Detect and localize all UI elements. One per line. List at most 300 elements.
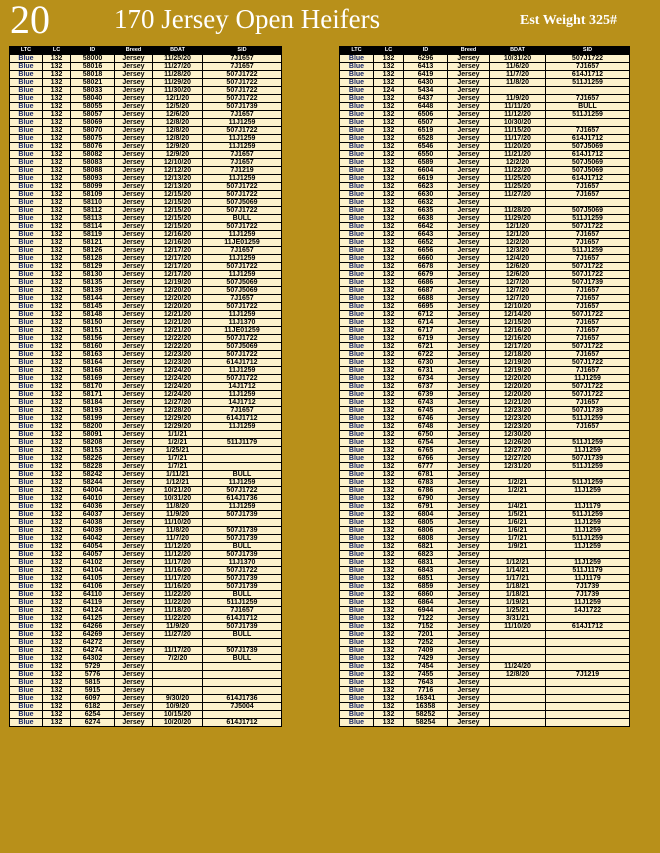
cell-bdat: 12/17/20 xyxy=(490,343,546,351)
cell-breed: Jersey xyxy=(115,295,153,303)
table-row xyxy=(340,191,630,199)
cell-ltc: Blue xyxy=(340,111,374,119)
cell-id: 7454 xyxy=(404,663,448,671)
cell-breed: Jersey xyxy=(115,695,153,703)
cell-id: 58148 xyxy=(71,311,115,319)
table-row xyxy=(340,215,630,223)
cell-lc: 124 xyxy=(374,87,404,95)
table-row xyxy=(340,303,630,311)
cell-breed: Jersey xyxy=(115,647,153,655)
cell-breed: Jersey xyxy=(115,135,153,143)
cell-sid: 507J1739 xyxy=(203,535,282,543)
cell-id: 58070 xyxy=(71,127,115,135)
cell-breed: Jersey xyxy=(115,343,153,351)
cell-id: 58208 xyxy=(71,439,115,447)
cell-breed: Jersey xyxy=(448,439,490,447)
cell-breed: Jersey xyxy=(115,663,153,671)
cell-ltc: Blue xyxy=(10,703,43,711)
cell-id: 58228 xyxy=(71,463,115,471)
cell-lc: 132 xyxy=(43,527,71,535)
cell-id: 58033 xyxy=(71,87,115,95)
table-row xyxy=(340,487,630,495)
cell-lc: 132 xyxy=(374,599,404,607)
cell-id: 7252 xyxy=(404,639,448,647)
cell-ltc: Blue xyxy=(340,463,374,471)
cell-sid: 507J1722 xyxy=(203,351,282,359)
cell-ltc: Blue xyxy=(10,719,43,727)
cell-sid: 11J1259 xyxy=(546,375,630,383)
cell-ltc: Blue xyxy=(10,511,43,519)
cell-breed: Jersey xyxy=(115,199,153,207)
table-row xyxy=(340,183,630,191)
cell-id: 6754 xyxy=(404,439,448,447)
cell-breed: Jersey xyxy=(448,279,490,287)
cell-sid xyxy=(546,687,630,695)
cell-bdat: 11/17/20 xyxy=(490,135,546,143)
cell-breed: Jersey xyxy=(115,279,153,287)
cell-id: 6550 xyxy=(404,151,448,159)
cell-id: 7201 xyxy=(404,631,448,639)
table-row xyxy=(340,527,630,535)
cell-bdat: 12/1/20 xyxy=(153,95,203,103)
cell-bdat: 12/10/20 xyxy=(153,159,203,167)
cell-breed: Jersey xyxy=(115,495,153,503)
cell-bdat: 12/16/20 xyxy=(153,239,203,247)
cell-lc: 132 xyxy=(374,567,404,575)
cell-sid: 507J5069 xyxy=(203,343,282,351)
cell-bdat xyxy=(490,679,546,687)
cell-breed: Jersey xyxy=(448,487,490,495)
table-row xyxy=(340,79,630,87)
cell-breed: Jersey xyxy=(448,703,490,711)
table-row xyxy=(340,71,630,79)
cell-bdat: 12/21/20 xyxy=(153,327,203,335)
table-row xyxy=(10,671,282,679)
cell-breed: Jersey xyxy=(115,327,153,335)
cell-sid: 507J1722 xyxy=(546,55,630,63)
cell-id: 58112 xyxy=(71,207,115,215)
cell-sid: 511J1259 xyxy=(203,599,282,607)
cell-lc: 132 xyxy=(374,207,404,215)
table-row xyxy=(10,311,282,319)
cell-id: 7152 xyxy=(404,623,448,631)
cell-lc: 132 xyxy=(43,711,71,719)
cell-id: 7455 xyxy=(404,671,448,679)
cell-bdat: 12/12/20 xyxy=(153,167,203,175)
cell-lc: 132 xyxy=(374,503,404,511)
cell-lc: 132 xyxy=(374,431,404,439)
cell-ltc: Blue xyxy=(340,639,374,647)
table-row xyxy=(10,247,282,255)
cell-bdat: 11/17/20 xyxy=(153,575,203,583)
cell-ltc: Blue xyxy=(10,327,43,335)
table-row xyxy=(340,503,630,511)
column-header-lc: LC xyxy=(43,47,71,55)
cell-lc: 132 xyxy=(374,279,404,287)
table-row xyxy=(10,95,282,103)
cell-id: 6750 xyxy=(404,431,448,439)
cell-bdat: 12/15/20 xyxy=(153,199,203,207)
table-row xyxy=(340,159,630,167)
table-row xyxy=(340,199,630,207)
table-row xyxy=(10,559,282,567)
cell-bdat: 12/27/20 xyxy=(490,455,546,463)
cell-lc: 132 xyxy=(43,415,71,423)
cell-id: 58168 xyxy=(71,367,115,375)
cell-sid: 7J1739 xyxy=(546,591,630,599)
cell-id: 6678 xyxy=(404,263,448,271)
cell-ltc: Blue xyxy=(340,687,374,695)
cell-ltc: Blue xyxy=(10,663,43,671)
cell-lc: 132 xyxy=(43,151,71,159)
cell-ltc: Blue xyxy=(10,631,43,639)
table-row xyxy=(340,719,630,727)
cell-id: 6745 xyxy=(404,407,448,415)
cell-sid: 7J1657 xyxy=(546,231,630,239)
cell-sid: 7J1657 xyxy=(203,63,282,71)
table-row xyxy=(340,495,630,503)
cell-id: 58169 xyxy=(71,375,115,383)
cell-sid: 11JE01259 xyxy=(203,239,282,247)
cell-breed: Jersey xyxy=(448,135,490,143)
cell-breed: Jersey xyxy=(115,535,153,543)
cell-ltc: Blue xyxy=(10,319,43,327)
table-row xyxy=(10,367,282,375)
cell-breed: Jersey xyxy=(448,423,490,431)
cell-lc: 132 xyxy=(374,487,404,495)
table-row xyxy=(340,687,630,695)
cell-sid: BULL xyxy=(203,471,282,479)
cell-bdat xyxy=(490,495,546,503)
cell-sid: 7J1657 xyxy=(546,327,630,335)
cell-ltc: Blue xyxy=(340,503,374,511)
cell-id: 6944 xyxy=(404,607,448,615)
cell-id: 6808 xyxy=(404,535,448,543)
cell-lc: 132 xyxy=(374,527,404,535)
cell-breed: Jersey xyxy=(448,351,490,359)
cell-bdat xyxy=(490,719,546,727)
cell-breed: Jersey xyxy=(115,703,153,711)
cell-ltc: Blue xyxy=(340,719,374,727)
table-row xyxy=(10,639,282,647)
cell-breed: Jersey xyxy=(115,207,153,215)
table-row xyxy=(10,487,282,495)
table-row xyxy=(340,351,630,359)
cell-lc: 132 xyxy=(374,471,404,479)
cell-ltc: Blue xyxy=(10,367,43,375)
table-row xyxy=(10,375,282,383)
cell-bdat: 11/10/20 xyxy=(490,623,546,631)
cell-ltc: Blue xyxy=(10,143,43,151)
cell-id: 58200 xyxy=(71,423,115,431)
table-row xyxy=(10,687,282,695)
cell-ltc: Blue xyxy=(10,343,43,351)
cell-sid xyxy=(203,431,282,439)
cell-breed: Jersey xyxy=(115,407,153,415)
cell-lc: 132 xyxy=(374,335,404,343)
cell-lc: 132 xyxy=(374,463,404,471)
cell-id: 6679 xyxy=(404,271,448,279)
table-row xyxy=(10,647,282,655)
cell-breed: Jersey xyxy=(115,383,153,391)
cell-id: 6714 xyxy=(404,319,448,327)
cell-bdat: 11/22/20 xyxy=(153,591,203,599)
cell-sid xyxy=(546,87,630,95)
cell-breed: Jersey xyxy=(448,623,490,631)
cell-bdat: 11/9/20 xyxy=(153,511,203,519)
cell-sid: 7J1657 xyxy=(203,295,282,303)
cell-ltc: Blue xyxy=(340,183,374,191)
cell-ltc: Blue xyxy=(340,223,374,231)
cell-breed: Jersey xyxy=(115,71,153,79)
cell-bdat: 12/20/20 xyxy=(153,295,203,303)
table-row xyxy=(340,695,630,703)
cell-id: 64104 xyxy=(71,567,115,575)
cell-sid: 11J1179 xyxy=(546,503,630,511)
cell-ltc: Blue xyxy=(340,495,374,503)
cell-ltc: Blue xyxy=(340,71,374,79)
cell-sid: 7J1657 xyxy=(546,127,630,135)
cell-sid: 511J1259 xyxy=(546,215,630,223)
cell-bdat: 12/18/20 xyxy=(490,351,546,359)
table-row xyxy=(10,103,282,111)
table-row xyxy=(340,391,630,399)
cell-sid: 11J1259 xyxy=(203,255,282,263)
cell-breed: Jersey xyxy=(448,639,490,647)
cell-ltc: Blue xyxy=(10,415,43,423)
cell-bdat: 1/12/21 xyxy=(490,559,546,567)
cell-id: 6419 xyxy=(404,71,448,79)
cell-sid: 511J1259 xyxy=(546,79,630,87)
cell-ltc: Blue xyxy=(340,423,374,431)
cell-sid: BULL xyxy=(203,591,282,599)
table-row xyxy=(340,151,630,159)
cell-lc: 132 xyxy=(43,255,71,263)
cell-id: 6630 xyxy=(404,191,448,199)
cell-lc: 132 xyxy=(43,487,71,495)
cell-bdat: 12/20/20 xyxy=(490,375,546,383)
cell-ltc: Blue xyxy=(10,175,43,183)
cell-lc: 132 xyxy=(43,479,71,487)
cell-breed: Jersey xyxy=(115,575,153,583)
cell-bdat: 12/23/20 xyxy=(153,359,203,367)
cell-ltc: Blue xyxy=(10,471,43,479)
cell-breed: Jersey xyxy=(448,583,490,591)
cell-ltc: Blue xyxy=(340,175,374,183)
cell-lc: 132 xyxy=(43,183,71,191)
cell-id: 6413 xyxy=(404,63,448,71)
cell-bdat: 11/9/20 xyxy=(153,623,203,631)
cell-sid: 507J5069 xyxy=(546,207,630,215)
cell-lc: 132 xyxy=(374,263,404,271)
cell-ltc: Blue xyxy=(10,535,43,543)
cell-id: 64036 xyxy=(71,503,115,511)
cell-breed: Jersey xyxy=(448,415,490,423)
cell-id: 64102 xyxy=(71,559,115,567)
table-row xyxy=(10,271,282,279)
table-row xyxy=(340,567,630,575)
cell-lc: 132 xyxy=(374,703,404,711)
cell-lc: 132 xyxy=(374,247,404,255)
cell-lc: 132 xyxy=(374,111,404,119)
cell-breed: Jersey xyxy=(115,311,153,319)
cell-id: 6730 xyxy=(404,359,448,367)
cell-sid: 7J1657 xyxy=(546,63,630,71)
cell-id: 6448 xyxy=(404,103,448,111)
cell-id: 58121 xyxy=(71,239,115,247)
table-row xyxy=(10,335,282,343)
cell-lc: 132 xyxy=(43,127,71,135)
cell-sid: 507J1739 xyxy=(203,647,282,655)
cell-sid: 507J1722 xyxy=(203,223,282,231)
cell-lc: 132 xyxy=(43,159,71,167)
cell-breed: Jersey xyxy=(448,255,490,263)
cell-breed: Jersey xyxy=(448,431,490,439)
cell-id: 5915 xyxy=(71,687,115,695)
cell-ltc: Blue xyxy=(10,239,43,247)
cell-bdat: 1/19/21 xyxy=(490,599,546,607)
cell-ltc: Blue xyxy=(340,351,374,359)
cell-ltc: Blue xyxy=(10,455,43,463)
cell-lc: 132 xyxy=(43,199,71,207)
lot-number: 20 xyxy=(10,0,50,42)
cell-breed: Jersey xyxy=(448,87,490,95)
cell-id: 6604 xyxy=(404,167,448,175)
cell-breed: Jersey xyxy=(115,431,153,439)
cell-breed: Jersey xyxy=(115,671,153,679)
cell-bdat: 11/16/20 xyxy=(153,583,203,591)
cell-ltc: Blue xyxy=(340,215,374,223)
cell-lc: 132 xyxy=(374,671,404,679)
cell-bdat xyxy=(490,639,546,647)
cell-sid: 507J1739 xyxy=(203,527,282,535)
cell-lc: 132 xyxy=(374,55,404,63)
cell-lc: 132 xyxy=(374,239,404,247)
cell-ltc: Blue xyxy=(10,103,43,111)
cell-sid xyxy=(546,431,630,439)
table-row xyxy=(340,103,630,111)
table-row xyxy=(340,311,630,319)
cell-ltc: Blue xyxy=(340,199,374,207)
cell-sid: 614J1712 xyxy=(203,615,282,623)
cell-lc: 132 xyxy=(43,719,71,727)
cell-lc: 132 xyxy=(43,679,71,687)
cell-ltc: Blue xyxy=(10,407,43,415)
cell-breed: Jersey xyxy=(115,679,153,687)
column-header-bdat: BDAT xyxy=(153,47,203,55)
cell-id: 6748 xyxy=(404,423,448,431)
cell-ltc: Blue xyxy=(10,135,43,143)
cell-ltc: Blue xyxy=(10,439,43,447)
cell-breed: Jersey xyxy=(448,207,490,215)
cell-breed: Jersey xyxy=(448,111,490,119)
cell-id: 58244 xyxy=(71,479,115,487)
cell-sid: 7J1657 xyxy=(203,407,282,415)
cell-breed: Jersey xyxy=(115,255,153,263)
cell-breed: Jersey xyxy=(115,303,153,311)
cell-sid: 7J1657 xyxy=(546,351,630,359)
cell-bdat: 12/7/20 xyxy=(490,279,546,287)
cell-lc: 132 xyxy=(43,591,71,599)
table-row xyxy=(340,287,630,295)
table-row xyxy=(340,319,630,327)
cell-sid: 507J1739 xyxy=(203,511,282,519)
table-row xyxy=(340,583,630,591)
cell-breed: Jersey xyxy=(448,223,490,231)
cell-breed: Jersey xyxy=(448,183,490,191)
cell-breed: Jersey xyxy=(115,639,153,647)
cell-sid: 511J1259 xyxy=(546,511,630,519)
cell-breed: Jersey xyxy=(448,231,490,239)
cell-sid: 507J1722 xyxy=(546,271,630,279)
cell-ltc: Blue xyxy=(340,287,374,295)
cell-sid: 507J1722 xyxy=(203,207,282,215)
cell-lc: 132 xyxy=(43,639,71,647)
cell-bdat: 12/14/20 xyxy=(490,311,546,319)
cell-breed: Jersey xyxy=(115,335,153,343)
cell-ltc: Blue xyxy=(340,303,374,311)
cell-id: 6717 xyxy=(404,327,448,335)
table-row xyxy=(10,695,282,703)
cell-id: 6781 xyxy=(404,471,448,479)
cell-ltc: Blue xyxy=(10,263,43,271)
cell-bdat: 12/29/20 xyxy=(153,415,203,423)
cell-ltc: Blue xyxy=(340,575,374,583)
cell-id: 58252 xyxy=(404,711,448,719)
cell-lc: 132 xyxy=(43,647,71,655)
cell-lc: 132 xyxy=(374,223,404,231)
cell-id: 6719 xyxy=(404,335,448,343)
cell-id: 64004 xyxy=(71,487,115,495)
cell-ltc: Blue xyxy=(10,567,43,575)
cell-sid: 507J5069 xyxy=(546,143,630,151)
table-row xyxy=(10,415,282,423)
table-row xyxy=(340,327,630,335)
cell-ltc: Blue xyxy=(340,255,374,263)
cell-ltc: Blue xyxy=(10,159,43,167)
cell-breed: Jersey xyxy=(448,143,490,151)
cell-breed: Jersey xyxy=(448,607,490,615)
cell-lc: 132 xyxy=(374,679,404,687)
cell-id: 64054 xyxy=(71,543,115,551)
cell-bdat: 12/21/20 xyxy=(490,399,546,407)
cell-bdat xyxy=(490,687,546,695)
cell-id: 6791 xyxy=(404,503,448,511)
cell-id: 6430 xyxy=(404,79,448,87)
cell-id: 6739 xyxy=(404,391,448,399)
cell-ltc: Blue xyxy=(10,247,43,255)
cell-bdat xyxy=(490,695,546,703)
cell-sid xyxy=(546,695,630,703)
cell-breed: Jersey xyxy=(115,463,153,471)
cell-id: 58128 xyxy=(71,255,115,263)
cell-sid: 507J1739 xyxy=(203,583,282,591)
cell-bdat xyxy=(490,711,546,719)
table-row xyxy=(10,55,282,63)
cell-sid: 11J1259 xyxy=(546,559,630,567)
cell-ltc: Blue xyxy=(10,391,43,399)
cell-lc: 132 xyxy=(374,143,404,151)
cell-sid xyxy=(546,471,630,479)
cell-lc: 132 xyxy=(374,543,404,551)
cell-id: 6546 xyxy=(404,143,448,151)
cell-ltc: Blue xyxy=(340,143,374,151)
cell-sid: 11J1259 xyxy=(203,503,282,511)
cell-bdat: 12/2/20 xyxy=(490,239,546,247)
cell-ltc: Blue xyxy=(340,471,374,479)
cell-ltc: Blue xyxy=(10,527,43,535)
cell-ltc: Blue xyxy=(10,151,43,159)
